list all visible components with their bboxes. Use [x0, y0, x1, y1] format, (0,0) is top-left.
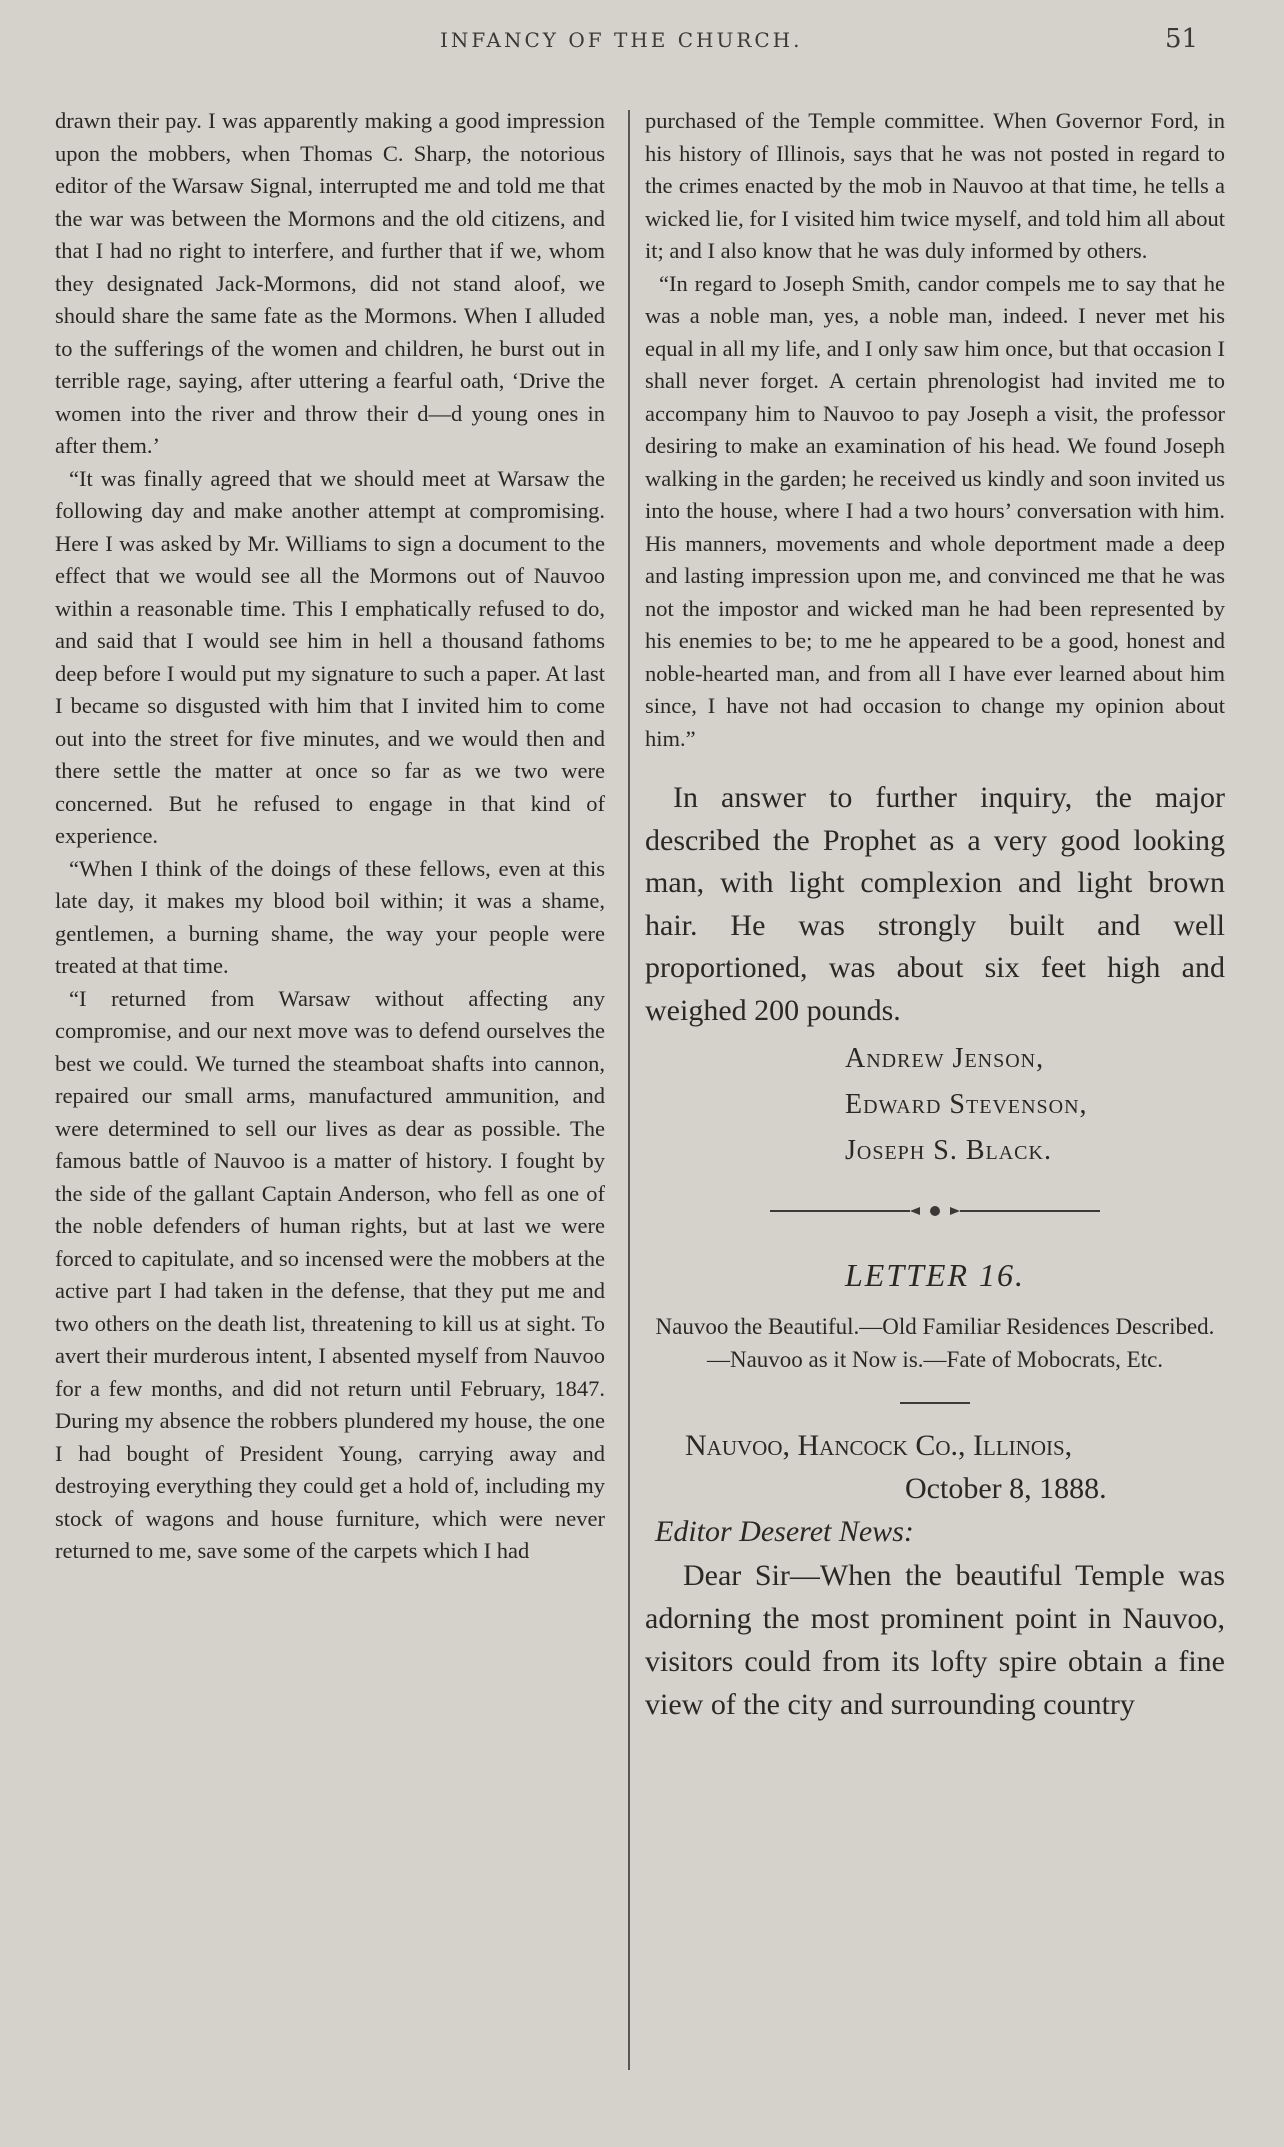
signature-line: Joseph S. Black. [845, 1135, 1052, 1166]
left-column [55, 105, 605, 1568]
signature-line: Edward Stevenson, [845, 1089, 1088, 1120]
right-column [645, 105, 1225, 1726]
running-head: INFANCY OF THE CHURCH. [440, 28, 803, 52]
prophet-description [645, 777, 1225, 1032]
signature-line: Andrew Jenson, [845, 1043, 1045, 1074]
right-small-text [645, 105, 1225, 755]
letter-heading: LETTER 16. [844, 1257, 1026, 1293]
letter-subtitle: Nauvoo the Beautiful.—Old Familiar Residences Described.—Nauvoo as it Now is.—Fate of Mobocrats, Etc. [655, 1314, 1215, 1372]
dateline-date: October 8, 1888. [905, 1472, 1107, 1505]
left-paragraph: “When I think of the doings of these fellows, even at this late day, it makes my blood boil within; it was a shame, gentlemen, a burning shame, the way your people were treated at that time. [55, 855, 605, 978]
ornament-rule-icon [770, 1204, 1100, 1218]
dateline-place: Nauvoo, Hancock Co., Illinois, [685, 1429, 1073, 1462]
left-paragraph: drawn their pay. I was apparently making a good impression upon the mobbers, when Thomas C. Sharp, the notorious editor of the Warsaw Signal, interrupted me and told me that the war was between the Mormons and the old citizens, and that I had no right to interfere, and further that if we, whom they designated Jack-Mormons, did not stand aloof, we should share the same fate as the Mormons. When I alluded to the sufferings of the women and children, he burst out in terrible rage, saying, after uttering a fearful oath, ‘Drive the women into the river and throw their d—d young ones in after them.’ [55, 108, 605, 458]
letter-opening-paragraph: Dear Sir—When the beautiful Temple was adorning the most prominent point in Nauvoo, visitors could from its lofty spire obtain a fine view of the city and surrounding country [645, 1559, 1225, 1721]
dateline [645, 1424, 1225, 1510]
letter-body [645, 1554, 1225, 1726]
section-ornament [770, 1204, 1225, 1223]
column-divider [628, 110, 630, 2070]
description-paragraph: In answer to further inquiry, the major described the Prophet as a very good looking man, with light complexion and light brown hair. He was strongly built and well proportioned, was about six feet high and weighed 200 pounds. [645, 781, 1225, 1027]
signatures [845, 1036, 1225, 1174]
short-rule [900, 1402, 970, 1404]
salutation: Editor Deseret News: [655, 1515, 914, 1548]
right-paragraph: purchased of the Temple committee. When Governor Ford, in his history of Illinois, says that he was not posted in regard to the crimes enacted by the mob in Nauvoo at that time, he tells a wicked lie, for I visited him twice myself, and told him all about it; and I also know that he was duly informed by others. [645, 108, 1225, 263]
right-paragraph: “In regard to Joseph Smith, candor compels me to say that he was a noble man, yes, a noble man, indeed. I never met his equal in all my life, and I only saw him once, but that occasion I shall never forget. A certain phrenologist had invited me to accompany him to Nauvoo to pay Joseph a visit, the professor desiring to make an examination of his head. We found Joseph walking in the garden; he received us kindly and soon invited us into the house, where I had a two hours’ conversation with him. His manners, movements and whole deportment made a deep and lasting impression upon me, and convinced me that he was not the impostor and wicked man he had been represented by his enemies to be; to me he appeared to be a good, honest and noble-hearted man, and from all I have ever learned about him since, I have not had occasion to change my opinion about him.” [645, 270, 1225, 751]
left-paragraph: “It was finally agreed that we should meet at Warsaw the following day and make another attempt at compromising. Here I was asked by Mr. Williams to sign a document to the effect that we would see all the Mormons out of Nauvoo within a reasonable time. This I emphatically refused to do, and said that I would see him in hell a thousand fathoms deep before I would put my signature to such a paper. At last I became so disgusted with him that I invited him to come out into the street for five minutes, and we would then and there settle the matter at once so far as we two were concerned. But he refused to engage in that kind of experience. [55, 465, 605, 848]
left-paragraph: “I returned from Warsaw without affecting any compromise, and our next move was to defend ourselves the best we could. We turned the steamboat shafts into cannon, repaired our small arms, manufactured ammunition, and were determined to sell our lives as dear as possible. The famous battle of Nauvoo is a matter of history. I fought by the side of the gallant Captain Anderson, who fell as one of the noble defenders of human rights, but at last we were forced to capitulate, and so incensed were the mobbers at the active part I had taken in the defense, that they put me and two others on the death list, threatening to kill us at sight. To avert their murderous intent, I absented myself from Nauvoo for a few months, and did not return until February, 1847. During my absence the robbers plundered my house, the one I had bought of President Young, carrying away and destroying everything they could get a hold of, including my stock of wagons and house furniture, which were never returned to me, save some of the carpets which I had [55, 985, 605, 1563]
page-number: 51 [1165, 24, 1199, 54]
